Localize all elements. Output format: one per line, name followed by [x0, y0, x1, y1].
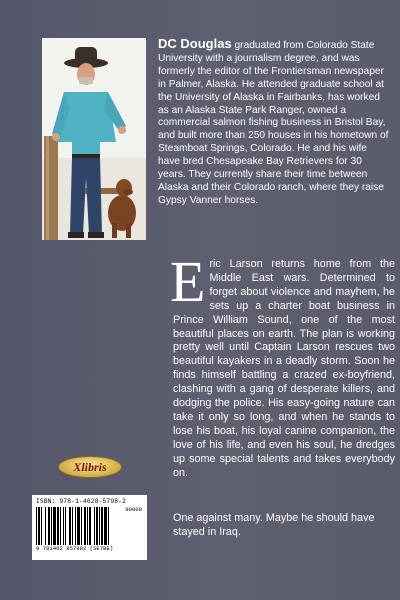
blurb-text: ric Larson returns home from the Middle East wars. Determined to forget about violence and mayhem, he sets up a charter boat business in Prince William Sound, one of the most beautiful places on earth. The plan is working pretty well until Captain Larson rescues two beautiful kayakers in a deadly storm. Soon he finds himself battling a crazed ex-boyfriend, clashing with a gang of desperate killers, and dodging the police. His easy-going nature can take it only so long, and when he stands to lose his boat, his loyal canine companion, the love of his life, and even his soul, he dredges up some special talents and takes everybody on.	[173, 258, 395, 479]
author-name: DC Douglas	[158, 36, 232, 51]
book-blurb	[170, 249, 395, 481]
author-photo	[42, 38, 146, 240]
barcode-digits: 9 781462 857982 (SE7BE)	[36, 545, 114, 552]
author-bio-text: graduated from Colorado State University with a journalism degree, and was formerly the editor of the Frontiersman newspaper in Palmer, Alaska. He attended graduate school at the University of Alaska in Fairbanks, has worked as an Alaska State Park Ranger, owned a commercial salmon fishing business in Bristol Bay, and built more than 250 houses in his hometown of Steamboat Springs, Colorado. He and his wife have bred Chesapeake Bay Retrievers for 30 years. They currently share their time between Alaska and their Colorado ranch, where they raise Gypsy Vanner horses.	[158, 40, 389, 206]
tagline: One against many. Maybe he should have stayed in Iraq.	[173, 512, 375, 538]
author-photo-illustration	[42, 38, 146, 240]
isbn-text: ISBN: 978-1-4628-5798-2	[36, 498, 127, 505]
barcode-addon: 90000	[125, 506, 142, 513]
isbn-barcode	[32, 495, 147, 560]
author-bio	[158, 38, 390, 208]
publisher-logo: Xlibris	[58, 456, 122, 478]
blurb-dropcap: E	[170, 249, 206, 314]
